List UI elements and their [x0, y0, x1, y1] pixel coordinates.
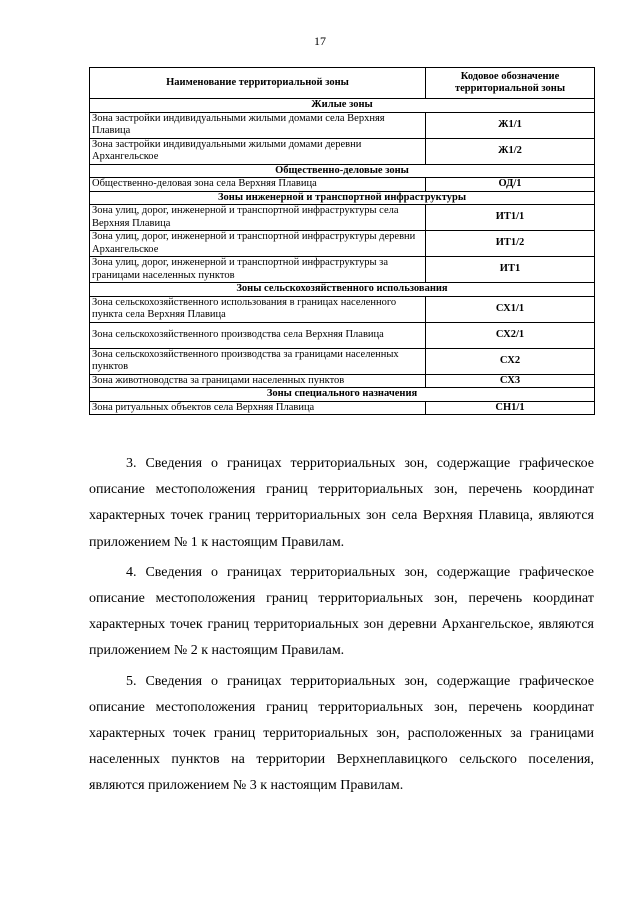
- header-zone-code: Кодовое обозначение территориальной зоны: [426, 68, 595, 99]
- group-title: Зоны специального назначения: [90, 388, 595, 402]
- zone-name: Зона застройки индивидуальными жилыми домами села Верхняя Плавица: [90, 112, 426, 138]
- zone-name: Зона животноводства за границами населенных пунктов: [90, 374, 426, 388]
- zone-name: Общественно-деловая зона села Верхняя Плавица: [90, 178, 426, 192]
- zone-code: СХ2: [426, 348, 595, 374]
- group-title: Общественно-деловые зоны: [90, 164, 595, 178]
- group-title: Зоны сельскохозяйственного использования: [90, 283, 595, 297]
- table-row: [90, 205, 595, 231]
- zone-name: Зона сельскохозяйственного производства села Верхняя Плавица: [90, 322, 426, 348]
- zone-name: Зона улиц, дорог, инженерной и транспортной инфраструктуры за границами населенных пунктов: [90, 257, 426, 283]
- header-zone-name: Наименование территориальной зоны: [90, 68, 426, 99]
- group-title: Жилые зоны: [90, 99, 595, 113]
- zone-code: ИТ1: [426, 257, 595, 283]
- paragraph: 5. Сведения о границах территориальных зон, содержащие графическое описание местоположения границ территориальных зон, перечень координат характерных точек границ территориальных зон, расположенных за границами населенных пунктов на территории Верхнеплавицкого сельского поселения, являются приложением № 3 к настоящим Правилам.: [89, 673, 594, 794]
- table-row: [90, 296, 595, 322]
- paragraph: 3. Сведения о границах территориальных зон, содержащие графическое описание местоположения границ территориальных зон, перечень координат характерных точек границ территориальных зон села Верхняя Плавица, являются приложением № 1 к настоящим Правилам.: [89, 456, 594, 550]
- zone-name: Зона улиц, дорог, инженерной и транспортной инфраструктуры деревни Архангельское: [90, 231, 426, 257]
- page-number: 17: [314, 34, 326, 48]
- table-row: [90, 257, 595, 283]
- table-row: [90, 374, 595, 388]
- table-row: [90, 178, 595, 192]
- zones-table: [89, 67, 595, 415]
- body-text: [89, 451, 594, 804]
- table-row: [90, 322, 595, 348]
- zone-name: Зона застройки индивидуальными жилыми домами деревни Архангельское: [90, 138, 426, 164]
- table-row: [90, 138, 595, 164]
- group-title: Зоны инженерной и транспортной инфраструктуры: [90, 191, 595, 205]
- group-row: [90, 164, 595, 178]
- table-row: [90, 401, 595, 415]
- zone-name: Зона ритуальных объектов села Верхняя Плавица: [90, 401, 426, 415]
- table-header-row: [90, 68, 595, 99]
- zone-code: ИТ1/2: [426, 231, 595, 257]
- zone-code: СН1/1: [426, 401, 595, 415]
- group-row: [90, 283, 595, 297]
- group-row: [90, 388, 595, 402]
- zone-code: ИТ1/1: [426, 205, 595, 231]
- table-row: [90, 231, 595, 257]
- table-row: [90, 348, 595, 374]
- zone-code: СХ2/1: [426, 322, 595, 348]
- zone-code: Ж1/2: [426, 138, 595, 164]
- table-row: [90, 112, 595, 138]
- paragraph: 4. Сведения о границах территориальных зон, содержащие графическое описание местоположения границ территориальных зон, перечень координат характерных точек границ территориальных зон деревни Архангельское, являются приложением № 2 к настоящим Правилам.: [89, 564, 594, 659]
- zone-code: ОД/1: [426, 178, 595, 192]
- group-row: [90, 191, 595, 205]
- zone-code: СХ3: [426, 374, 595, 388]
- zone-name: Зона сельскохозяйственного использования в границах населенного пункта села Верхняя Плавица: [90, 296, 426, 322]
- zone-name: Зона улиц, дорог, инженерной и транспортной инфраструктуры села Верхняя Плавица: [90, 205, 426, 231]
- zone-code: СХ1/1: [426, 296, 595, 322]
- zone-code: Ж1/1: [426, 112, 595, 138]
- zone-name: Зона сельскохозяйственного производства за границами населенных пунктов: [90, 348, 426, 374]
- group-row: [90, 99, 595, 113]
